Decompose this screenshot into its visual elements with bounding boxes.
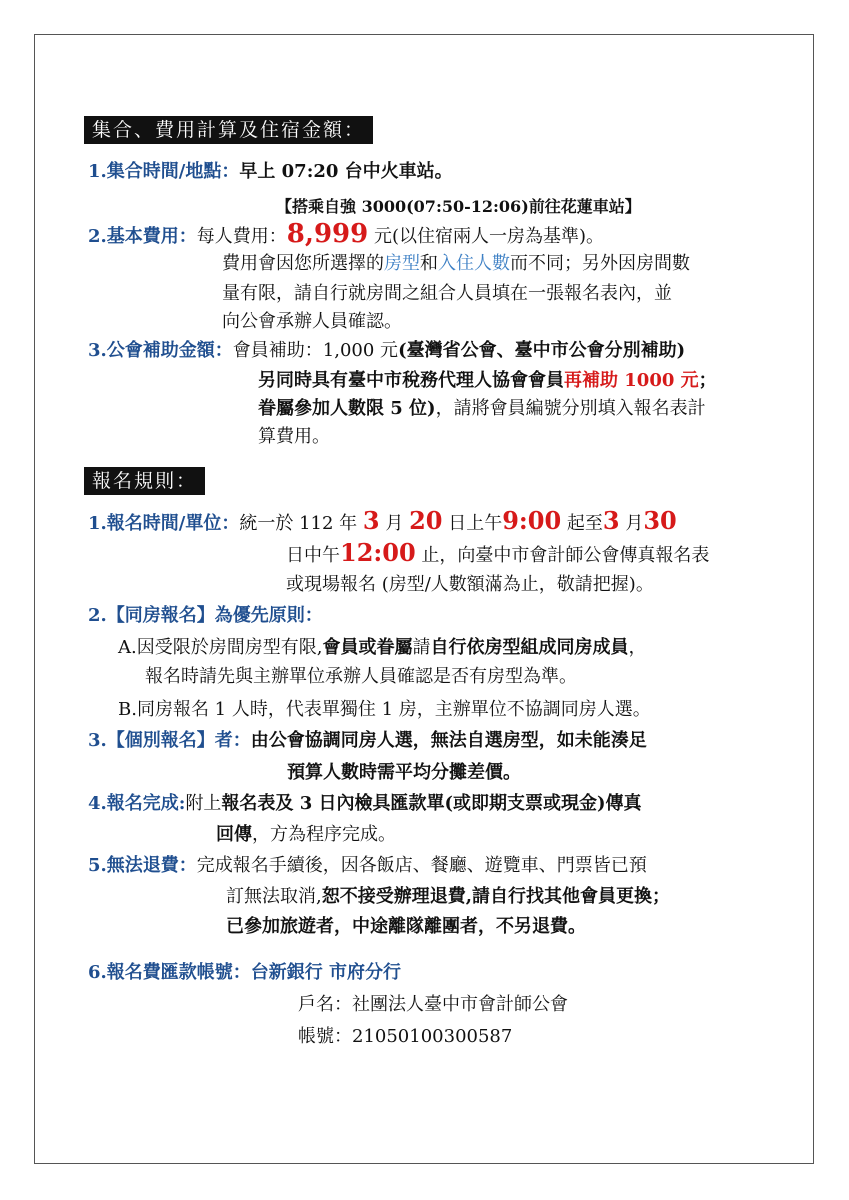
reg-complete-line <box>88 791 642 817</box>
individual-reg-label: 3.【個別報名】者： <box>88 730 251 751</box>
gathering-time-label: 1.集合時間/地點： <box>88 161 240 182</box>
text-span: 和 <box>420 253 438 274</box>
text-span: 日上午 <box>442 513 503 534</box>
text-span: 起至 <box>561 513 603 534</box>
text-span: 由公會協調同房人選，無法自選房型，如未能湊足 <box>250 730 647 751</box>
shared-room-label: 2.【同房報名】為優先原則： <box>88 605 323 626</box>
text-span: 恕不接受辦理退費,請自行找其他會員更換； <box>321 886 670 907</box>
text-span: A.因受限於房間房型有限, <box>118 637 323 658</box>
start-month: 3 <box>362 506 380 535</box>
text-span: 月 <box>379 513 410 534</box>
text-span: 報名表及 3 日內檢具匯款單(或即期支票或現金)傳真 <box>221 793 642 814</box>
text-span: 另同時具有臺中市稅務代理人協會會員 <box>258 370 564 391</box>
basic-fee-line <box>88 221 604 250</box>
subsidy-line <box>88 338 685 364</box>
text-span: ，方為程序完成。 <box>252 824 396 845</box>
bank-account-label: 6.報名費匯款帳號：台新銀行 市府分行 <box>88 962 402 983</box>
basic-fee-amount: 8,999 <box>286 219 369 249</box>
section-heading-gathering: 集合、費用計算及住宿金額： <box>84 116 373 144</box>
end-time: 12:00 <box>340 538 416 567</box>
account-name: 戶名：社團法人臺中市會計師公會 <box>298 994 568 1015</box>
subsidy-line-3 <box>258 396 706 422</box>
no-refund-line <box>88 853 647 879</box>
start-day: 20 <box>409 506 443 535</box>
text-span: 月 <box>619 513 644 534</box>
shared-room-rule-a <box>118 635 646 661</box>
gathering-time-line <box>88 159 453 185</box>
reg-time-label: 1.報名時間/單位： <box>88 513 240 534</box>
subsidy-source: (臺灣省公會、臺中市公會分別補助) <box>398 340 686 361</box>
basic-fee-label: 2.基本費用： <box>88 226 197 247</box>
train-info: 【搭乘自強 3000(07:50-12:06)前往花蓮車站】 <box>276 197 641 216</box>
subsidy-line-2 <box>258 368 717 394</box>
end-month: 3 <box>602 506 620 535</box>
room-type-highlight: 房型 <box>384 253 420 274</box>
text-span: 而不同；另外因房間數 <box>510 253 690 274</box>
member-or-family: 會員或眷屬 <box>322 637 413 658</box>
subsidy-amount: 會員補助：1,000 元 <box>232 340 399 361</box>
subsidy-line-4: 算費用。 <box>258 426 330 447</box>
reg-complete-label: 4.報名完成: <box>88 793 186 814</box>
text-span: ； <box>698 370 717 391</box>
self-organize-rule: 自行依房型組成同房成員 <box>430 637 629 658</box>
account-number: 帳號：21050100300587 <box>298 1026 513 1047</box>
no-refund-line-3: 已參加旅遊者，中途離隊離團者，不另退費。 <box>226 916 586 937</box>
text-span: ， <box>628 637 647 658</box>
shared-room-rule-a-2: 報名時請先與主辦單位承辦人員確認是否有房型為準。 <box>145 666 577 687</box>
text-span: 日中午 <box>286 545 340 566</box>
reg-time-line-3: 或現場報名 (房型/人數額滿為止，敬請把握)。 <box>286 574 654 595</box>
text-span: 統一於 112 年 <box>239 513 363 534</box>
individual-reg-line <box>88 728 647 754</box>
text-span: 附上 <box>185 793 222 814</box>
shared-room-rule-b: B.同房報名 1 人時，代表單獨住 1 房，主辦單位不協調同房人選。 <box>118 699 651 720</box>
reg-complete-line-2 <box>216 822 396 848</box>
text-span: 訂無法取消, <box>226 886 322 907</box>
extra-subsidy-highlight: 再補助 1000 元 <box>564 370 699 391</box>
reg-time-line <box>88 508 677 537</box>
subsidy-label: 3.公會補助金額： <box>88 340 233 361</box>
no-refund-label: 5.無法退費： <box>88 855 197 876</box>
family-limit: 眷屬參加人數限 5 位) <box>258 398 436 419</box>
end-day: 30 <box>643 506 677 535</box>
text-span: 止，向臺中市會計師公會傳真報名表 <box>415 545 710 566</box>
reg-time-line-2 <box>286 540 709 569</box>
gathering-time-text: 早上 07:20 台中火車站。 <box>239 161 453 182</box>
text-span: 費用會因您所選擇的 <box>222 253 384 274</box>
occupancy-highlight: 入住人數 <box>438 253 510 274</box>
text-span: 完成報名手續後，因各飯店、餐廳、遊覽車、門票皆已預 <box>196 855 647 876</box>
basic-fee-note-2: 量有限，請自行就房間之組合人員填在一張報名表內，並 <box>222 283 672 304</box>
basic-fee-suffix: 元(以住宿兩人一房為基準)。 <box>368 226 604 247</box>
text-span: 請 <box>412 637 431 658</box>
basic-fee-note-1 <box>222 251 690 277</box>
no-refund-line-2 <box>226 884 670 910</box>
section-heading-rules: 報名規則： <box>84 467 205 495</box>
individual-reg-line-2: 預算人數時需平均分攤差價。 <box>287 762 521 783</box>
basic-fee-prefix: 每人費用： <box>196 226 287 247</box>
text-span: 回傳 <box>216 824 252 845</box>
text-span: ，請將會員編號分別填入報名表計 <box>435 398 706 419</box>
start-time: 9:00 <box>502 506 562 535</box>
basic-fee-note-3: 向公會承辦人員確認。 <box>222 311 402 332</box>
